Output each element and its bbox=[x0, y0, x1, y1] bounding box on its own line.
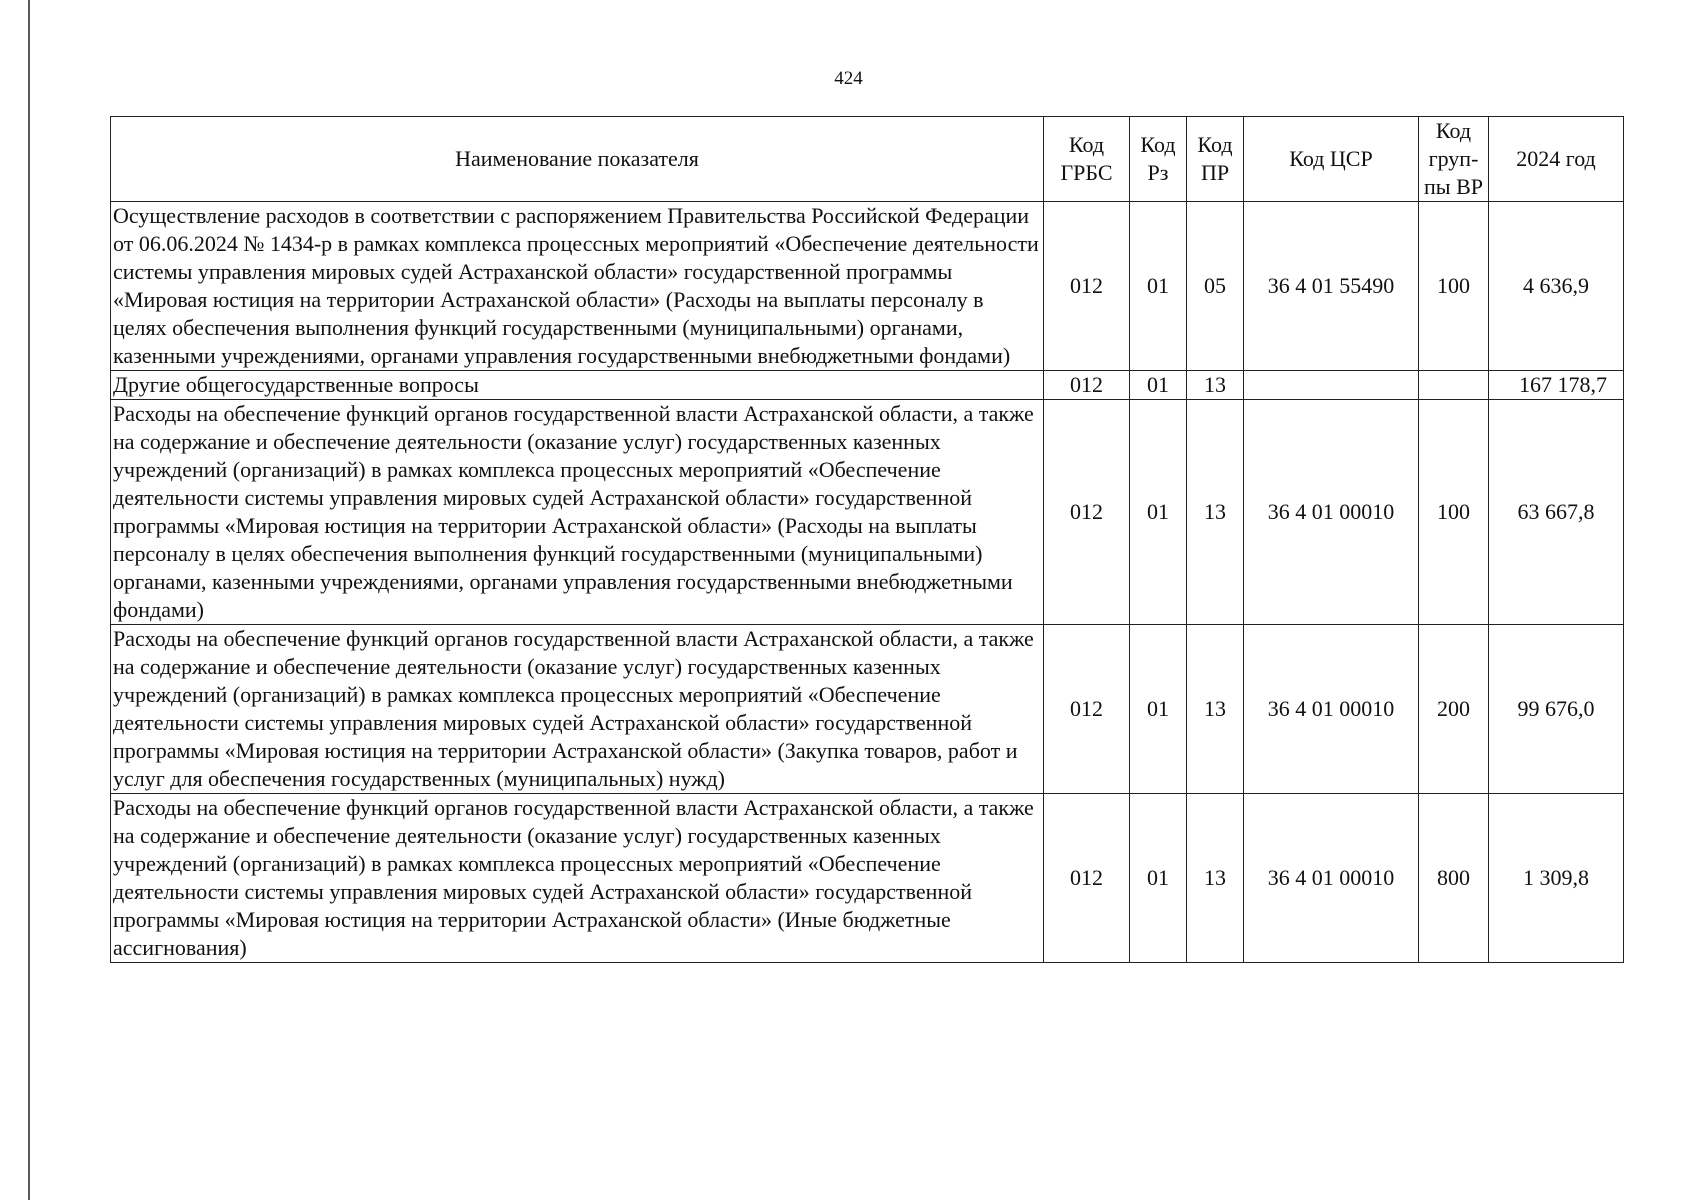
row-pr: 13 bbox=[1187, 400, 1244, 625]
table-row bbox=[111, 400, 1624, 625]
row-name: Расходы на обеспечение функций органов государственной власти Астраханской области, а также на содержание и обеспечение деятельности (оказание услуг) государственных казенных учреждений (организаций) в рамках комплекса процессных мероприятий «Обеспечение деятельности системы управления мировых судей Астраханской области» государственной программы «Мировая юстиция на территории Астраханской области» (Закупка товаров, работ и услуг для обеспечения государственных (муниципальных) нужд) bbox=[111, 625, 1044, 794]
row-amount: 167 178,7 bbox=[1489, 371, 1624, 400]
row-csr: 36 4 01 00010 bbox=[1244, 625, 1419, 794]
header-amount: 2024 год bbox=[1489, 117, 1624, 202]
row-amount: 1 309,8 bbox=[1489, 794, 1624, 963]
row-amount: 63 667,8 bbox=[1489, 400, 1624, 625]
row-rz: 01 bbox=[1130, 625, 1187, 794]
budget-table bbox=[110, 116, 1624, 963]
row-grbs: 012 bbox=[1044, 400, 1130, 625]
row-grbs: 012 bbox=[1044, 625, 1130, 794]
row-csr bbox=[1244, 371, 1419, 400]
table-row bbox=[111, 202, 1624, 371]
row-csr: 36 4 01 55490 bbox=[1244, 202, 1419, 371]
row-vr: 200 bbox=[1419, 625, 1489, 794]
header-grbs: Код ГРБС bbox=[1044, 117, 1130, 202]
header-rz: Код Рз bbox=[1130, 117, 1187, 202]
row-name: Другие общегосударственные вопросы bbox=[111, 371, 1044, 400]
row-amount: 99 676,0 bbox=[1489, 625, 1624, 794]
row-vr: 100 bbox=[1419, 400, 1489, 625]
scan-edge-line bbox=[28, 0, 30, 1200]
row-vr bbox=[1419, 371, 1489, 400]
row-csr: 36 4 01 00010 bbox=[1244, 794, 1419, 963]
row-csr: 36 4 01 00010 bbox=[1244, 400, 1419, 625]
row-grbs: 012 bbox=[1044, 202, 1130, 371]
header-pr: Код ПР bbox=[1187, 117, 1244, 202]
header-vr: Код груп-пы ВР bbox=[1419, 117, 1489, 202]
row-pr: 13 bbox=[1187, 625, 1244, 794]
row-grbs: 012 bbox=[1044, 371, 1130, 400]
row-rz: 01 bbox=[1130, 202, 1187, 371]
table-header-row bbox=[111, 117, 1624, 202]
table-row bbox=[111, 794, 1624, 963]
row-pr: 13 bbox=[1187, 794, 1244, 963]
row-rz: 01 bbox=[1130, 794, 1187, 963]
row-pr: 13 bbox=[1187, 371, 1244, 400]
row-name: Осуществление расходов в соответствии с распоряжением Правительства Российской Федерации от 06.06.2024 № 1434-р в рамках комплекса процессных мероприятий «Обеспечение деятельности системы управления мировых судей Астраханской области» государственной программы «Мировая юстиция на территории Астраханской области» (Расходы на выплаты персоналу в целях обеспечения выполнения функций государственными (муниципальными) органами, казенными учреждениями, органами управления государственными внебюджетными фондами) bbox=[111, 202, 1044, 371]
row-vr: 100 bbox=[1419, 202, 1489, 371]
row-rz: 01 bbox=[1130, 371, 1187, 400]
table-row bbox=[111, 625, 1624, 794]
row-name: Расходы на обеспечение функций органов государственной власти Астраханской области, а также на содержание и обеспечение деятельности (оказание услуг) государственных казенных учреждений (организаций) в рамках комплекса процессных мероприятий «Обеспечение деятельности системы управления мировых судей Астраханской области» государственной программы «Мировая юстиция на территории Астраханской области» (Иные бюджетные ассигнования) bbox=[111, 794, 1044, 963]
header-name: Наименование показателя bbox=[111, 117, 1044, 202]
header-csr: Код ЦСР bbox=[1244, 117, 1419, 202]
table-row bbox=[111, 371, 1624, 400]
page-number: 424 bbox=[834, 68, 863, 89]
row-pr: 05 bbox=[1187, 202, 1244, 371]
row-grbs: 012 bbox=[1044, 794, 1130, 963]
row-vr: 800 bbox=[1419, 794, 1489, 963]
row-name: Расходы на обеспечение функций органов государственной власти Астраханской области, а также на содержание и обеспечение деятельности (оказание услуг) государственных казенных учреждений (организаций) в рамках комплекса процессных мероприятий «Обеспечение деятельности системы управления мировых судей Астраханской области» государственной программы «Мировая юстиция на территории Астраханской области» (Расходы на выплаты персоналу в целях обеспечения выполнения функций государственными (муниципальными) органами, казенными учреждениями, органами управления государственными внебюджетными фондами) bbox=[111, 400, 1044, 625]
row-rz: 01 bbox=[1130, 400, 1187, 625]
row-amount: 4 636,9 bbox=[1489, 202, 1624, 371]
